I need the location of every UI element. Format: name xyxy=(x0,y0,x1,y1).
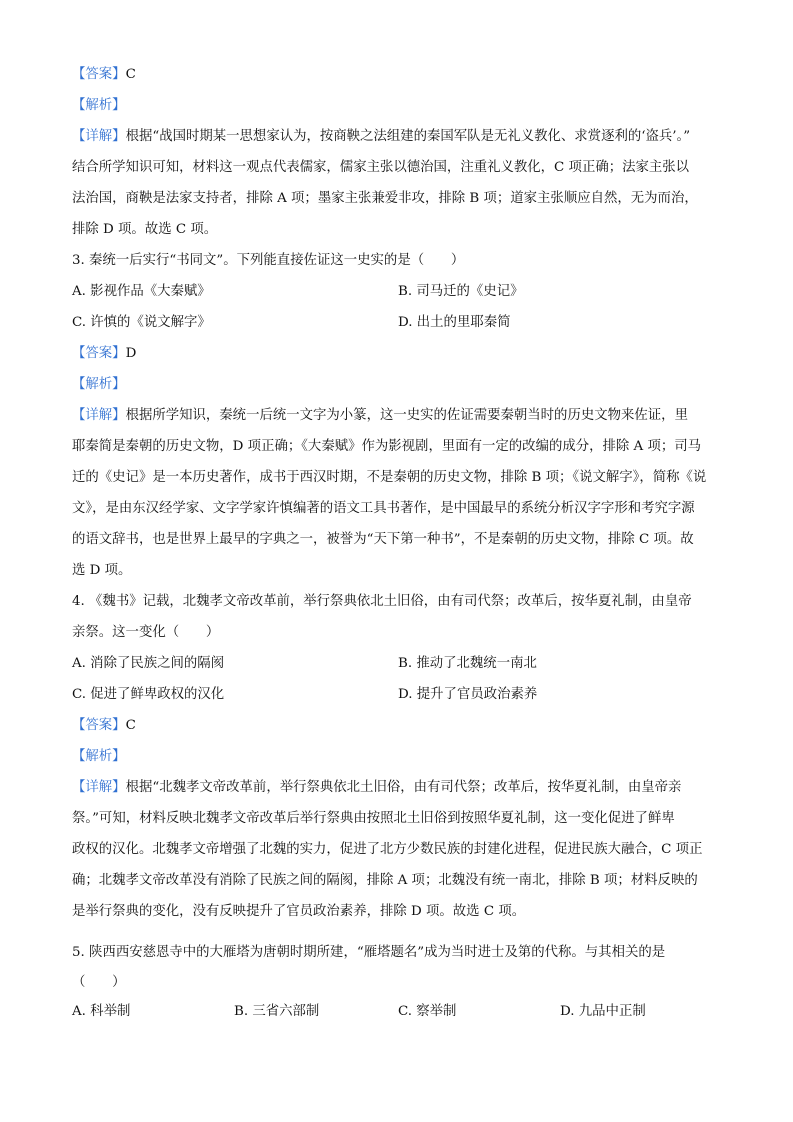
option-c: C. 察举制 xyxy=(398,1004,457,1019)
detail-line: 耶秦简是秦朝的历史文物，D 项正确；《大秦赋》作为影视剧，里面有一定的改编的成分，排除 A 项；司马 xyxy=(72,439,702,454)
answer-value: C xyxy=(125,718,136,733)
option-d: D. 九品中正制 xyxy=(560,1004,646,1019)
option-a: A. 消除了民族之间的隔阂 xyxy=(72,656,225,671)
detail-line: 的语文辞书，也是世界上最早的字典之一，被誉为“天下第一种书”，不是秦朝的历史文物，排除 C 项。故 xyxy=(72,532,694,547)
detail-text: 根据“战国时期某一思想家认为，按商鞅之法组建的秦国军队是无礼义教化、求赏逐利的‘盗兵’。” xyxy=(125,129,691,144)
option-a: A. 科举制 xyxy=(72,1004,131,1019)
question-stem: 5. 陕西西安慈恩寺中的大雁塔为唐朝时期所建，“雁塔题名”成为当时进士及第的代称。与其相关的是 xyxy=(72,945,666,960)
detail-line: 法治国，商鞅是法家支持者，排除 A 项；墨家主张兼爱非攻，排除 B 项；道家主张顺应自然，无为而治， xyxy=(72,191,698,206)
detail-line: 祭。”可知，材料反映北魏孝文帝改革后举行祭典由按照北土旧俗到按照华夏礼制，这一变化促进了鲜卑 xyxy=(72,811,675,826)
option-b: B. 推动了北魏统一南北 xyxy=(398,656,537,671)
detail-tag: 【详解】 xyxy=(72,780,126,795)
detail-line: 政权的汉化。北魏孝文帝增强了北魏的实力，促进了北方少数民族的封建化进程，促进民族大融合，C 项正 xyxy=(72,842,703,857)
answer-tag: 【答案】 xyxy=(72,346,126,361)
analysis-tag: 【解析】 xyxy=(72,98,126,113)
question-stem: 4. 《魏书》记载，北魏孝文帝改革前，举行祭典依北土旧俗，由有司代祭；改革后，按华夏礼制，由皇帝 xyxy=(72,594,692,609)
answer-tag: 【答案】 xyxy=(72,67,126,82)
analysis-heading xyxy=(72,375,732,395)
analysis-heading xyxy=(72,96,732,116)
detail-line: 排除 D 项。故选 C 项。 xyxy=(72,222,218,237)
detail-line xyxy=(72,778,732,798)
detail-line: 选 D 项。 xyxy=(72,563,132,578)
detail-line xyxy=(72,406,732,426)
detail-tag: 【详解】 xyxy=(72,129,126,144)
detail-line: 文》，是由东汉经学家、文字学家许慎编著的语文工具书著作，是中国最早的系统分析汉字字形和考究字源 xyxy=(72,501,695,516)
analysis-tag: 【解析】 xyxy=(72,377,126,392)
option-d: D. 提升了官员政治素养 xyxy=(398,687,538,702)
detail-line: 是举行祭典的变化，没有反映提升了官员政治素养，排除 D 项。故选 C 项。 xyxy=(72,904,526,919)
option-c: C. 促进了鲜卑政权的汉化 xyxy=(72,687,225,702)
analysis-tag: 【解析】 xyxy=(72,749,126,764)
analysis-heading xyxy=(72,747,732,767)
detail-line xyxy=(72,127,732,147)
detail-text: 根据所学知识，秦统一后统一文字为小篆，这一史实的佐证需要秦朝当时的历史文物来佐证，里 xyxy=(125,408,688,423)
answer-line xyxy=(72,716,732,736)
question-stem: 亲祭。这一变化（ ） xyxy=(72,625,220,640)
option-b: B. 司马迁的《史记》 xyxy=(398,284,524,299)
answer-tag: 【答案】 xyxy=(72,718,126,733)
question-stem: （ ） xyxy=(72,975,126,990)
detail-line: 确；北魏孝文帝改革没有消除了民族之间的隔阂，排除 A 项；北魏没有统一南北，排除 B 项；材料反映的 xyxy=(72,873,698,888)
answer-line xyxy=(72,344,732,364)
option-d: D. 出土的里耶秦简 xyxy=(398,315,511,330)
option-b: B. 三省六部制 xyxy=(234,1004,320,1019)
detail-line: 结合所学知识可知，材料这一观点代表儒家，儒家主张以德治国，注重礼义教化，C 项正确；法家主张以 xyxy=(72,160,690,175)
answer-value: C xyxy=(125,67,136,82)
answer-value: D xyxy=(125,346,137,361)
detail-line: 迁的《史记》是一本历史著作，成书于西汉时期，不是秦朝的历史文物，排除 B 项；《说文解字》，简称《说 xyxy=(72,470,707,485)
question-stem: 3. 秦统一后实行“书同文”。下列能直接佐证这一史实的是（ ） xyxy=(72,253,465,268)
option-c: C. 许慎的《说文解字》 xyxy=(72,315,211,330)
detail-tag: 【详解】 xyxy=(72,408,126,423)
answer-line xyxy=(72,65,732,85)
option-a: A. 影视作品《大秦赋》 xyxy=(72,284,211,299)
detail-text: 根据“北魏孝文帝改革前，举行祭典依北土旧俗，由有司代祭；改革后，按华夏礼制，由皇帝亲 xyxy=(125,780,682,795)
